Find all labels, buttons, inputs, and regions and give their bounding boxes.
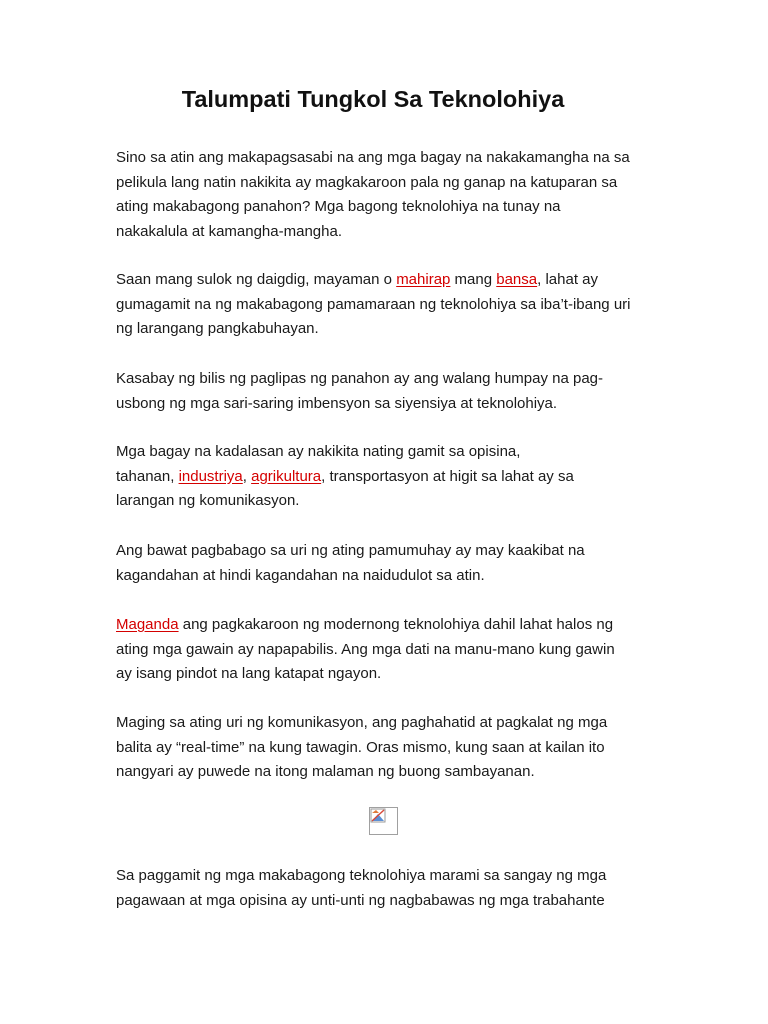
text-segment: usbong ng mga sari-saring imbensyon sa siyensiya at teknolohiya. — [116, 394, 558, 412]
paragraph-line — [116, 711, 656, 736]
text-segment: ang pagkakaroon ng modernong teknolohiya dahil lahat halos ng — [178, 616, 614, 633]
paragraph-line — [116, 489, 656, 514]
text-segment: Sino sa atin ang makapagsasabi na ang mga bagay na nakakamangha na sa — [116, 149, 630, 166]
paragraph-5 — [116, 539, 656, 588]
text-segment: Maging sa ating uri ng komunikasyon, ang paghahatid at pagkalat ng mga — [116, 714, 608, 731]
paragraph-line — [116, 367, 656, 392]
paragraph-line — [116, 638, 656, 663]
paragraph-line — [116, 171, 656, 196]
text-segment: tahanan, — [116, 467, 179, 485]
text-segment: ng larangang pangkabuhayan. — [116, 320, 319, 337]
paragraph-line — [116, 539, 656, 564]
text-segment: pelikula lang natin nakikita ay magkakaroon pala ng ganap na katuparan sa — [116, 173, 618, 191]
paragraph-line — [116, 317, 656, 342]
text-segment: nakakalula at kamangha-mangha. — [116, 222, 342, 240]
paragraph-line — [116, 760, 656, 785]
text-segment: Mga bagay na kadalasan ay nakikita nating gamit sa opisina, — [116, 443, 521, 460]
paragraph-line — [116, 268, 656, 293]
link-mahirap[interactable]: mahirap — [396, 271, 451, 288]
text-segment: balita ay “real-time” na kung tawagin. Oras mismo, kung saan at kailan ito — [116, 738, 605, 756]
text-segment: pagawaan at mga opisina ay unti-unti ng nagbabawas ng mga trabahante — [116, 891, 605, 909]
text-segment: , lahat ay — [537, 271, 598, 288]
link-bansa[interactable]: bansa — [496, 271, 538, 288]
text-segment: Ang bawat pagbabago sa uri ng ating pamumuhay ay may kaakibat na — [116, 542, 585, 559]
link-maganda[interactable]: Maganda — [116, 616, 179, 633]
text-segment: kagandahan at hindi kagandahan na naidudulot sa atin. — [116, 566, 485, 584]
paragraph-line — [116, 195, 656, 220]
paragraph-line — [116, 146, 656, 171]
paragraph-2 — [116, 268, 656, 342]
paragraph-line — [116, 392, 656, 417]
text-segment: ating mga gawain ay napapabilis. Ang mga dati na manu-mano kung gawin — [116, 640, 615, 658]
paragraph-line — [116, 613, 656, 638]
text-segment: , — [242, 467, 252, 485]
paragraph-line — [116, 662, 656, 687]
text-segment: mang — [450, 271, 497, 288]
text-segment: larangan ng komunikasyon. — [116, 492, 300, 509]
paragraph-line — [116, 736, 656, 761]
paragraph-line — [116, 564, 656, 589]
paragraph-line — [116, 465, 656, 490]
page-title: Talumpati Tungkol Sa Teknolohiya — [181, 86, 565, 112]
text-segment: nangyari ay puwede na itong malaman ng buong sambayanan. — [116, 763, 535, 780]
link-industriya[interactable]: industriya — [178, 467, 243, 485]
text-segment: ay isang pindot na lang katapat ngayon. — [116, 665, 382, 682]
paragraph-line — [116, 864, 656, 889]
paragraph-line — [116, 889, 656, 914]
paragraph-1 — [116, 146, 656, 244]
text-segment: Saan mang sulok ng daigdig, mayaman o — [116, 271, 397, 288]
text-segment: Sa paggamit ng mga makabagong teknolohiya marami sa sangay ng mga — [116, 867, 607, 884]
paragraph-8 — [116, 864, 656, 913]
text-segment: gumagamit na ng makabagong pamamaraan ng teknolohiya sa iba’t-ibang uri — [116, 295, 631, 313]
text-segment: Kasabay ng bilis ng paglipas ng panahon ay ang walang humpay na pag- — [116, 370, 604, 387]
paragraph-line — [116, 440, 656, 465]
paragraph-line — [116, 220, 656, 245]
text-segment: ating makabagong panahon? Mga bagong teknolohiya na tunay na — [116, 198, 561, 215]
paragraph-line — [116, 293, 656, 318]
paragraph-6 — [116, 613, 656, 687]
paragraph-4 — [116, 440, 656, 514]
paragraph-3 — [116, 367, 656, 416]
paragraph-7 — [116, 711, 656, 785]
text-segment: , transportasyon at higit sa lahat ay sa — [321, 467, 574, 485]
link-agrikultura[interactable]: agrikultura — [251, 467, 322, 485]
broken-image-icon — [369, 807, 398, 835]
